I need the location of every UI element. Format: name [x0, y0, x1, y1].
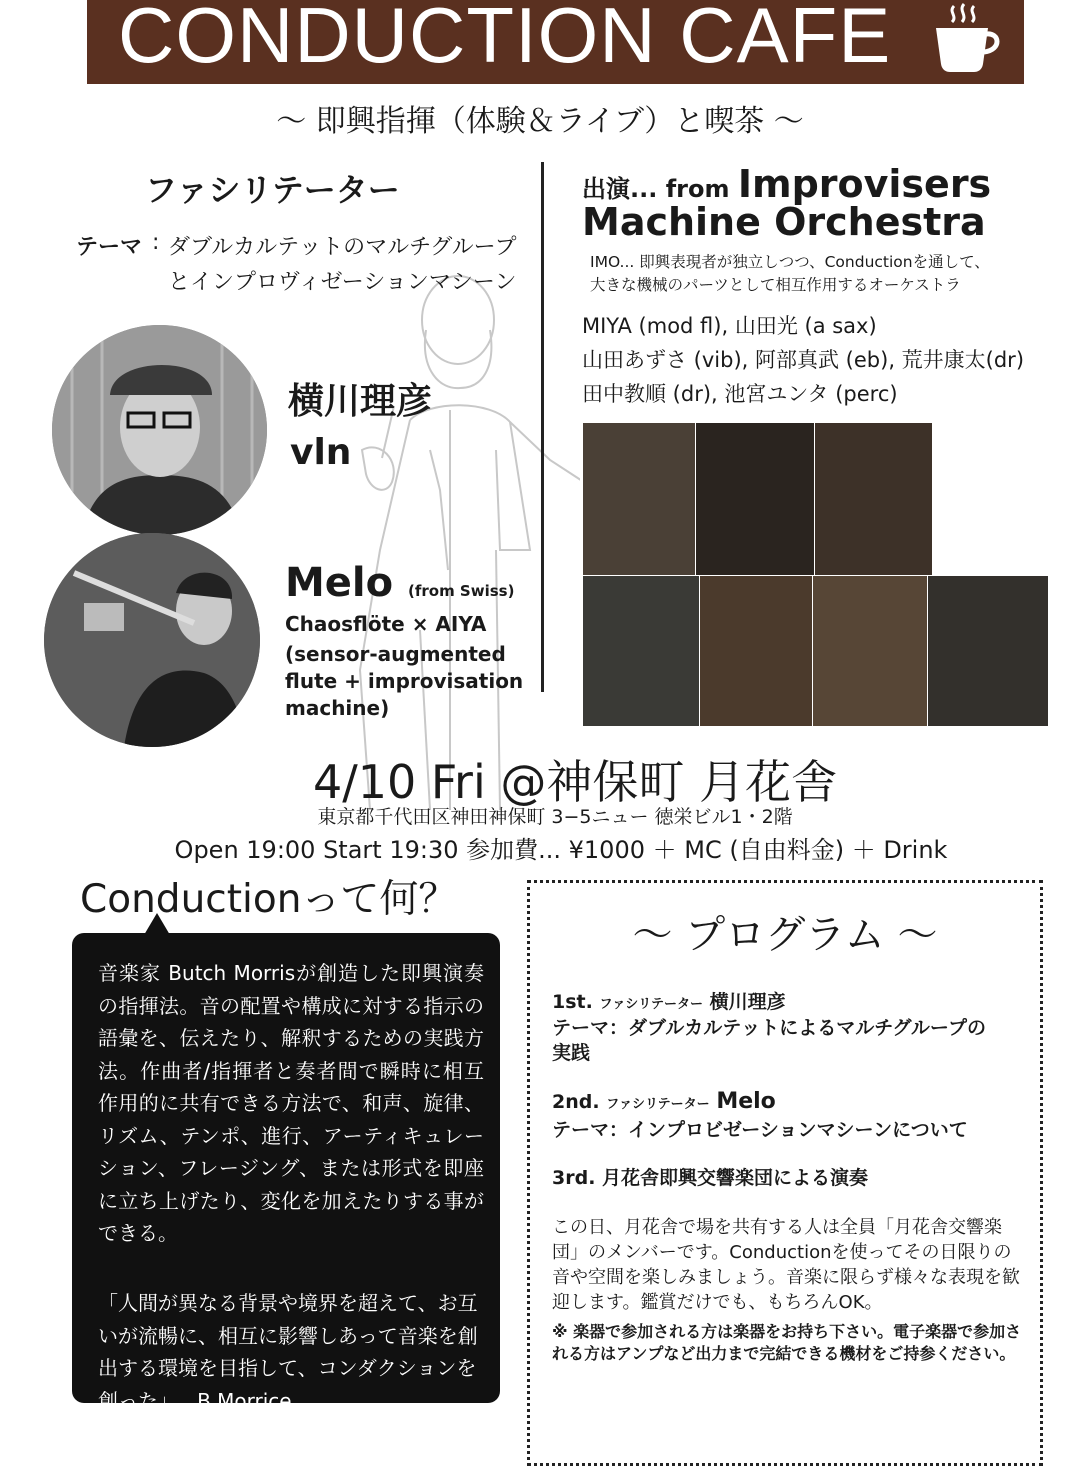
speech-pointer	[144, 913, 170, 935]
program-first-label: 1st.	[552, 991, 593, 1013]
member-line: MIYA (mod fl), 山田光 (a sax)	[582, 314, 877, 338]
theme-label: テーマ	[76, 235, 143, 260]
facilitator-heading: ファシリテーター	[145, 171, 400, 209]
program-title: 〜 プログラム 〜	[632, 912, 938, 958]
morris-quote: 「人間が異なる背景や境界を超えて、お互いが流暢に、相互に影響しあって音楽を創出する環境を目指して、コンダクションを創った」...B.Morrice	[98, 1291, 478, 1413]
program-second-theme: テーマ：インプロビゼーションマシーンについて	[552, 1119, 968, 1141]
program-first-role: ファシリテーター	[599, 997, 703, 1012]
orchestra-photo	[928, 576, 1048, 726]
program-box	[527, 880, 1043, 1466]
member-line: 田中教順 (dr), 池宮ユンタ (perc)	[582, 382, 898, 406]
facilitator2-desc: machine)	[285, 696, 390, 720]
facilitator1-instrument: vln	[290, 432, 352, 473]
group-name-line1: Improvisers	[737, 162, 992, 206]
performers-prefix: 出演... from	[582, 175, 730, 203]
member-line: 山田あずさ (vib), 阿部真武 (eb), 荒井康太(dr)	[582, 348, 1025, 372]
program-first-theme: テーマ：ダブルカルテットによるマルチグループの	[552, 1017, 986, 1039]
portrait-melo	[44, 533, 260, 747]
theme-text-line1: ダブルカルテットのマルチグループ	[168, 235, 517, 260]
conduction-explanation: 音楽家 Butch Morrisが創造した即興演奏の指揮法。音の配置や構成に対する指示の語彙を、伝えたり、解釈するための実践方法。作曲者/指揮者と奏者間で瞬時に相互作用的に共有できる方法で、和声、旋律、リズム、テンポ、進行、アーティキュレーション、フレージング、または形式を即座に立ち上げたり、変化を加えたりする事ができる。	[98, 961, 484, 1245]
orchestra-photo	[696, 423, 814, 575]
imo-description-line1: IMO... 即興表現者が独立しつつ、Conductionを通して、	[590, 253, 990, 271]
program-second-name: Melo	[716, 1089, 776, 1114]
facilitator1-name: 横川理彦	[288, 381, 433, 422]
program-second-label: 2nd.	[552, 1091, 600, 1113]
orchestra-photo	[815, 423, 932, 575]
imo-description-line2: 大きな機械のパーツとして相互作用するオーケストラ	[590, 276, 961, 294]
portrait-yokokawa	[52, 325, 267, 535]
facilitator2-name: Melo	[285, 560, 394, 606]
orchestra-photo	[583, 576, 699, 726]
facilitator2-desc: (sensor-augmented	[285, 642, 506, 666]
program-second-role: ファシリテーター	[606, 1097, 710, 1112]
event-times-fee: Open 19:00 Start 19:30 参加費... ¥1000 ＋ MC (自由料金) ＋ Drink	[174, 836, 948, 864]
subtitle: 〜 即興指揮（体験＆ライブ）と喫茶 〜	[276, 104, 804, 139]
group-name-line2: Machine Orchestra	[582, 200, 986, 244]
facilitator2-desc: flute + improvisation	[285, 669, 524, 693]
program-note: この日、月花舎で場を共有する人は全員「月花舎交響楽団」のメンバーです。Conductionを使ってその日限りの音や空間を楽しみましょう。音楽に限らず様々な表現を歓迎します。鑑賞だけでも、もちろんOK。	[552, 1217, 1020, 1313]
program-first	[552, 987, 786, 1014]
coffee-cup-icon	[928, 2, 1004, 78]
facilitator2-desc: Chaosflöte × AIYA	[285, 612, 487, 636]
orchestra-photo	[583, 423, 695, 575]
facilitator2-origin: (from Swiss)	[408, 582, 515, 600]
conduction-explanation-box	[72, 933, 500, 1413]
program-third: 3rd. 月花舎即興交響楽団による演奏	[552, 1167, 869, 1189]
orchestra-photo	[700, 576, 812, 726]
event-title: CONDUCTION CAFE	[118, 0, 892, 79]
conductor-sketch	[300, 250, 580, 810]
theme-colon: :	[152, 230, 160, 255]
instrument-notice: ※ 楽器で参加される方は楽器をお持ち下さい。電子楽器で参加される方はアンプなど出力まで完結できる機材をご持参ください。	[552, 1322, 1022, 1363]
theme-text-line2: とインプロヴィゼーションマシーン	[168, 270, 517, 295]
column-divider	[541, 162, 544, 692]
program-first-theme: 実践	[552, 1042, 591, 1064]
program-second	[552, 1089, 776, 1114]
conduction-heading: Conductionって何？	[80, 877, 458, 922]
event-date-venue: 4/10 Fri @神保町 月花舎	[313, 755, 837, 809]
program-first-name: 横川理彦	[709, 991, 786, 1013]
venue-address: 東京都千代田区神田神保町 3−5ニュー 徳栄ビル1・2階	[317, 806, 793, 828]
orchestra-photo	[813, 576, 927, 726]
